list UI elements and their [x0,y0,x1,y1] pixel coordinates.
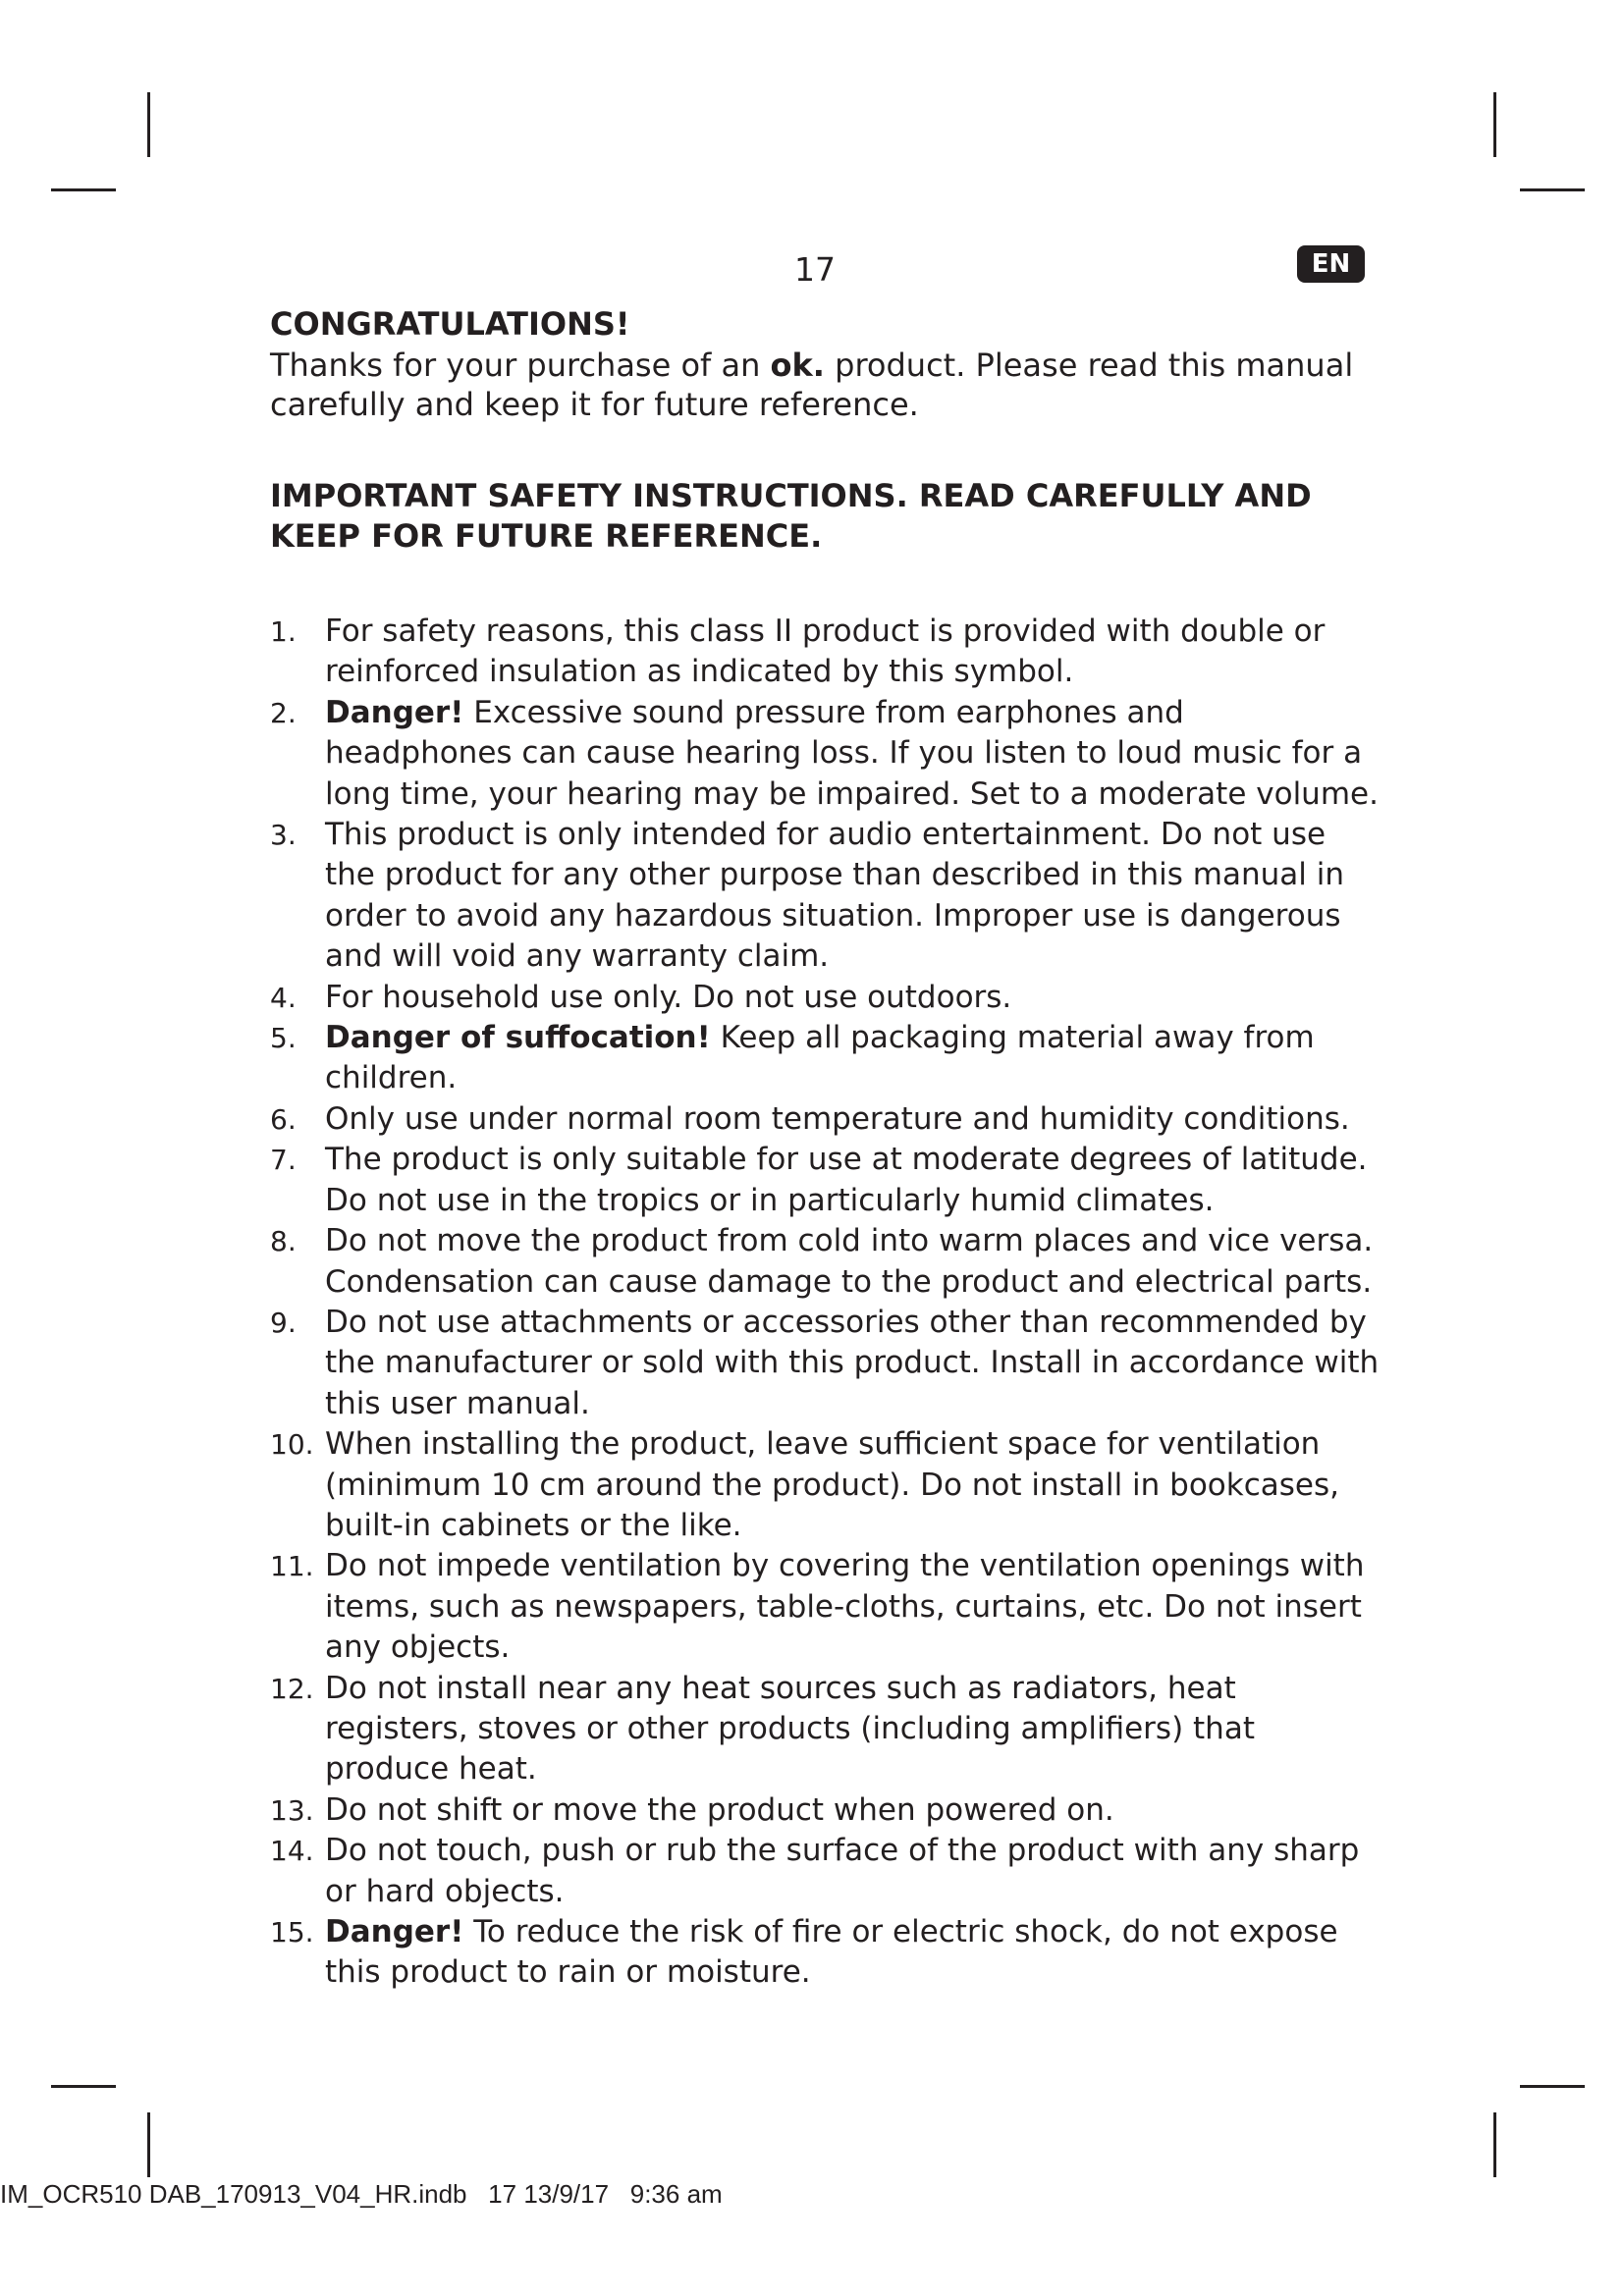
instruction-number: 9. [270,1306,297,1339]
instruction-number: 2. [270,696,297,729]
instruction-text: Keep all packaging material away from children. [325,1020,1315,1096]
instruction-number: 14. [270,1835,314,1868]
instruction-text: Do not touch, push or rub the surface of the product with any sharp or hard objects. [325,1833,1360,1909]
manual-content [270,304,1380,1994]
safety-instruction-item [270,978,1380,1018]
safety-instructions-heading: IMPORTANT SAFETY INSTRUCTIONS. READ CAREFULLY AND KEEP FOR FUTURE REFERENCE. [270,477,1312,555]
safety-instruction-item [270,1424,1380,1546]
intro-text-before: Thanks for your purchase of an [270,347,771,384]
safety-instruction-item [270,1669,1380,1790]
instruction-text: For household use only. Do not use outdoors. [325,979,1012,1015]
instruction-number: 7. [270,1144,297,1177]
instruction-number: 6. [270,1102,297,1136]
safety-instruction-item [270,1303,1380,1424]
instruction-number: 12. [270,1672,314,1705]
safety-instructions-list [270,612,1380,1994]
instruction-number: 3. [270,819,297,852]
safety-instruction-item [270,1018,1380,1099]
crop-mark-top-left-vertical [147,92,150,157]
safety-instruction-item [270,1546,1380,1668]
instruction-text: Do not use attachments or accessories other than recommended by the manufacturer or sold with this product. Install in accordance with this user manual. [325,1304,1380,1421]
safety-instruction-item [270,1140,1380,1221]
instruction-text: Only use under normal room temperature and humidity conditions. [325,1100,1350,1137]
instruction-number: 4. [270,981,297,1014]
instruction-number: 13. [270,1793,314,1827]
brand-name: ok. [770,347,825,384]
instruction-warning: Danger! [325,1914,464,1949]
safety-instruction-item [270,693,1380,815]
instruction-text: The product is only suitable for use at moderate degrees of latitude. Do not use in the tropics or in particularly humid climates. [325,1142,1368,1218]
instruction-text: Do not install near any heat sources such as radiators, heat registers, stoves or other products (including amplifiers) that produce heat. [325,1670,1255,1788]
print-slug: IM_OCR510 DAB_170913_V04_HR.indb 17 13/9/17 9:36 am [0,2179,723,2209]
instruction-text: To reduce the risk of fire or electric shock, do not expose this product to rain or moisture. [325,1914,1338,1991]
page-number: 17 [794,250,836,289]
instruction-number: 1. [270,615,297,648]
congratulations-heading: CONGRATULATIONS! [270,305,630,343]
safety-instruction-item [270,1099,1380,1140]
instruction-text: Do not impede ventilation by covering the ventilation openings with items, such as newspapers, table-cloths, curtains, etc. Do not insert any objects. [325,1548,1365,1666]
instruction-number: 11. [270,1550,314,1583]
instruction-text: When installing the product, leave sufficient space for ventilation (minimum 10 cm around the product). Do not install in bookcases, built-in cabinets or the like. [325,1426,1339,1543]
instruction-number: 8. [270,1225,297,1258]
intro-text-after: product. Please read this manual carefully and keep it for future reference. [270,347,1354,423]
safety-instruction-item [270,1912,1380,1994]
instruction-number: 10. [270,1428,314,1462]
instruction-text: For safety reasons, this class II product is provided with double or reinforced insulation as indicated by this symbol. [325,614,1326,690]
instruction-warning: Danger of suffocation! [325,1020,711,1056]
crop-mark-bottom-left-vertical [147,2112,150,2177]
instruction-text: Do not move the product from cold into warm places and vice versa. Condensation can cause damage to the product and electrical parts. [325,1223,1374,1300]
crop-mark-bottom-right-vertical [1493,2112,1496,2177]
language-badge: EN [1297,245,1365,283]
instruction-text: Excessive sound pressure from earphones and headphones can cause hearing loss. If you listen to loud music for a long time, your hearing may be impaired. Set to a moderate volume. [325,694,1379,812]
instruction-text: This product is only intended for audio entertainment. Do not use the product for any other purpose than described in this manual in order to avoid any hazardous situation. Improper use is dangerous and will void any warranty claim. [325,817,1345,975]
safety-instruction-item [270,1790,1380,1831]
safety-instruction-item [270,1221,1380,1303]
intro-paragraph [270,346,1380,424]
crop-mark-top-left-horizontal [51,188,116,191]
crop-mark-bottom-right-horizontal [1520,2085,1585,2088]
crop-mark-bottom-left-horizontal [51,2085,116,2088]
instruction-warning: Danger! [325,694,464,730]
safety-instruction-item [270,1831,1380,1912]
instruction-number: 5. [270,1022,297,1055]
safety-instruction-item [270,815,1380,978]
crop-mark-top-right-vertical [1493,92,1496,157]
crop-mark-top-right-horizontal [1520,188,1585,191]
instruction-number: 15. [270,1916,314,1949]
instruction-text: Do not shift or move the product when powered on. [325,1791,1114,1828]
safety-instruction-item [270,612,1380,693]
